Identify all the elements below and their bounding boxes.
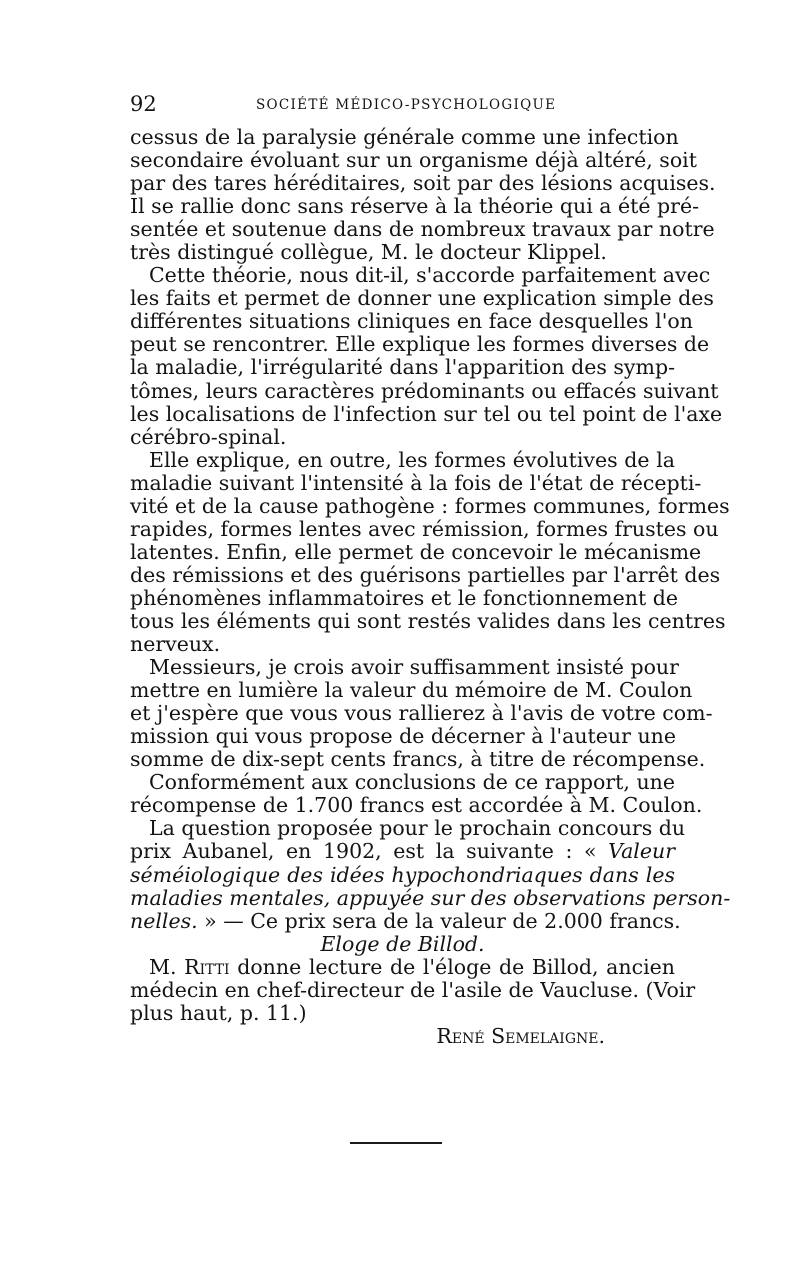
text-line: médecin en chef-directeur de l'asile de Vaucluse. (Voir — [130, 977, 696, 1002]
text-line: vité et de la cause pathogène : formes communes, formes — [130, 493, 730, 518]
text-line: très distingué collègue, M. le docteur Klippel. — [130, 240, 607, 265]
text-line: tômes, leurs caractères prédominants ou effacés suivant — [130, 378, 719, 403]
text-fragment: M. — [149, 954, 177, 979]
running-head — [130, 92, 675, 116]
text-line — [130, 956, 675, 979]
text-line: rapides, formes lentes avec rémission, formes frustes ou — [130, 516, 719, 541]
text-line — [130, 840, 675, 863]
text-fragment: prix Aubanel, en 1902, est la suivante : « — [130, 839, 597, 864]
text-line: maladie suivant l'intensité à la fois de l'état de récepti- — [130, 470, 702, 495]
text-line: différentes situations cliniques en face desquelles l'on — [130, 309, 693, 334]
text-line: nerveux. — [130, 632, 221, 657]
text-line: plus haut, p. 11.) — [130, 1000, 307, 1025]
text-line: Cette théorie, nous dit-il, s'accorde parfaitement avec — [149, 263, 711, 288]
text-line: mission qui vous propose de décerner à l'auteur une — [130, 724, 676, 749]
body-text — [130, 125, 731, 1048]
text-line — [130, 908, 681, 933]
text-line: Conformément aux conclusions de ce rapport, une — [149, 770, 675, 795]
section-heading: Eloge de Billod. — [320, 931, 485, 956]
page-number: 92 — [130, 92, 157, 116]
text-line: les localisations de l'infection sur tel ou tel point de l'axe — [130, 401, 723, 426]
text-line: par des tares héréditaires, soit par des lésions acquises. — [130, 171, 716, 196]
text-fragment: » — Ce prix sera de la valeur de 2.000 francs. — [204, 908, 681, 933]
italic-fragment: nelles. — [130, 908, 198, 933]
text-line: récompense de 1.700 francs est accordée à M. Coulon. — [130, 793, 703, 818]
text-line: mettre en lumière la valeur du mémoire de M. Coulon — [130, 678, 693, 703]
text-line: secondaire évoluant sur un organisme déjà altéré, soit — [130, 148, 697, 173]
text-line: la maladie, l'irrégularité dans l'apparition des symp- — [130, 355, 675, 380]
text-line: somme de dix-sept cents francs, à titre de récompense. — [130, 747, 706, 772]
text-line: sentée et soutenue dans de nombreux travaux par notre — [130, 217, 715, 242]
running-title: SOCIÉTÉ MÉDICO-PSYCHOLOGIQUE — [256, 97, 557, 113]
signature: René Semelaigne. — [436, 1023, 605, 1048]
end-rule — [350, 1142, 442, 1144]
text-line: les faits et permet de donner une explication simple des — [130, 286, 714, 311]
italic-fragment: Valeur — [608, 839, 675, 864]
text-fragment: donne lecture de l'éloge de Billod, ancien — [237, 954, 675, 979]
text-line: phénomènes inflammatoires et le fonctionnement de — [130, 585, 678, 610]
author-name: Ritti — [184, 954, 230, 979]
text-line: Elle explique, en outre, les formes évolutives de la — [149, 447, 675, 472]
text-line: tous les éléments qui sont restés valides dans les centres — [130, 608, 726, 633]
text-line: peut se rencontrer. Elle explique les formes diverses de — [130, 332, 710, 357]
text-line: Messieurs, je crois avoir suffisamment insisté pour — [149, 655, 679, 680]
text-line: maladies mentales, appuyée sur des observations person- — [130, 885, 731, 910]
text-line: Il se rallie donc sans réserve à la théorie qui a été pré- — [130, 194, 700, 219]
text-line: cessus de la paralysie générale comme une infection — [130, 125, 679, 149]
text-line: séméiologique des idées hypochondriaques dans les — [130, 862, 675, 887]
text-line: des rémissions et des guérisons partielles par l'arrêt des — [130, 562, 721, 587]
text-line: La question proposée pour le prochain concours du — [149, 816, 686, 841]
text-line: latentes. Enfin, elle permet de concevoir le mécanisme — [130, 539, 702, 564]
text-line: cérébro-spinal. — [130, 424, 287, 449]
text-line: et j'espère que vous vous rallierez à l'avis de votre com- — [130, 701, 713, 726]
